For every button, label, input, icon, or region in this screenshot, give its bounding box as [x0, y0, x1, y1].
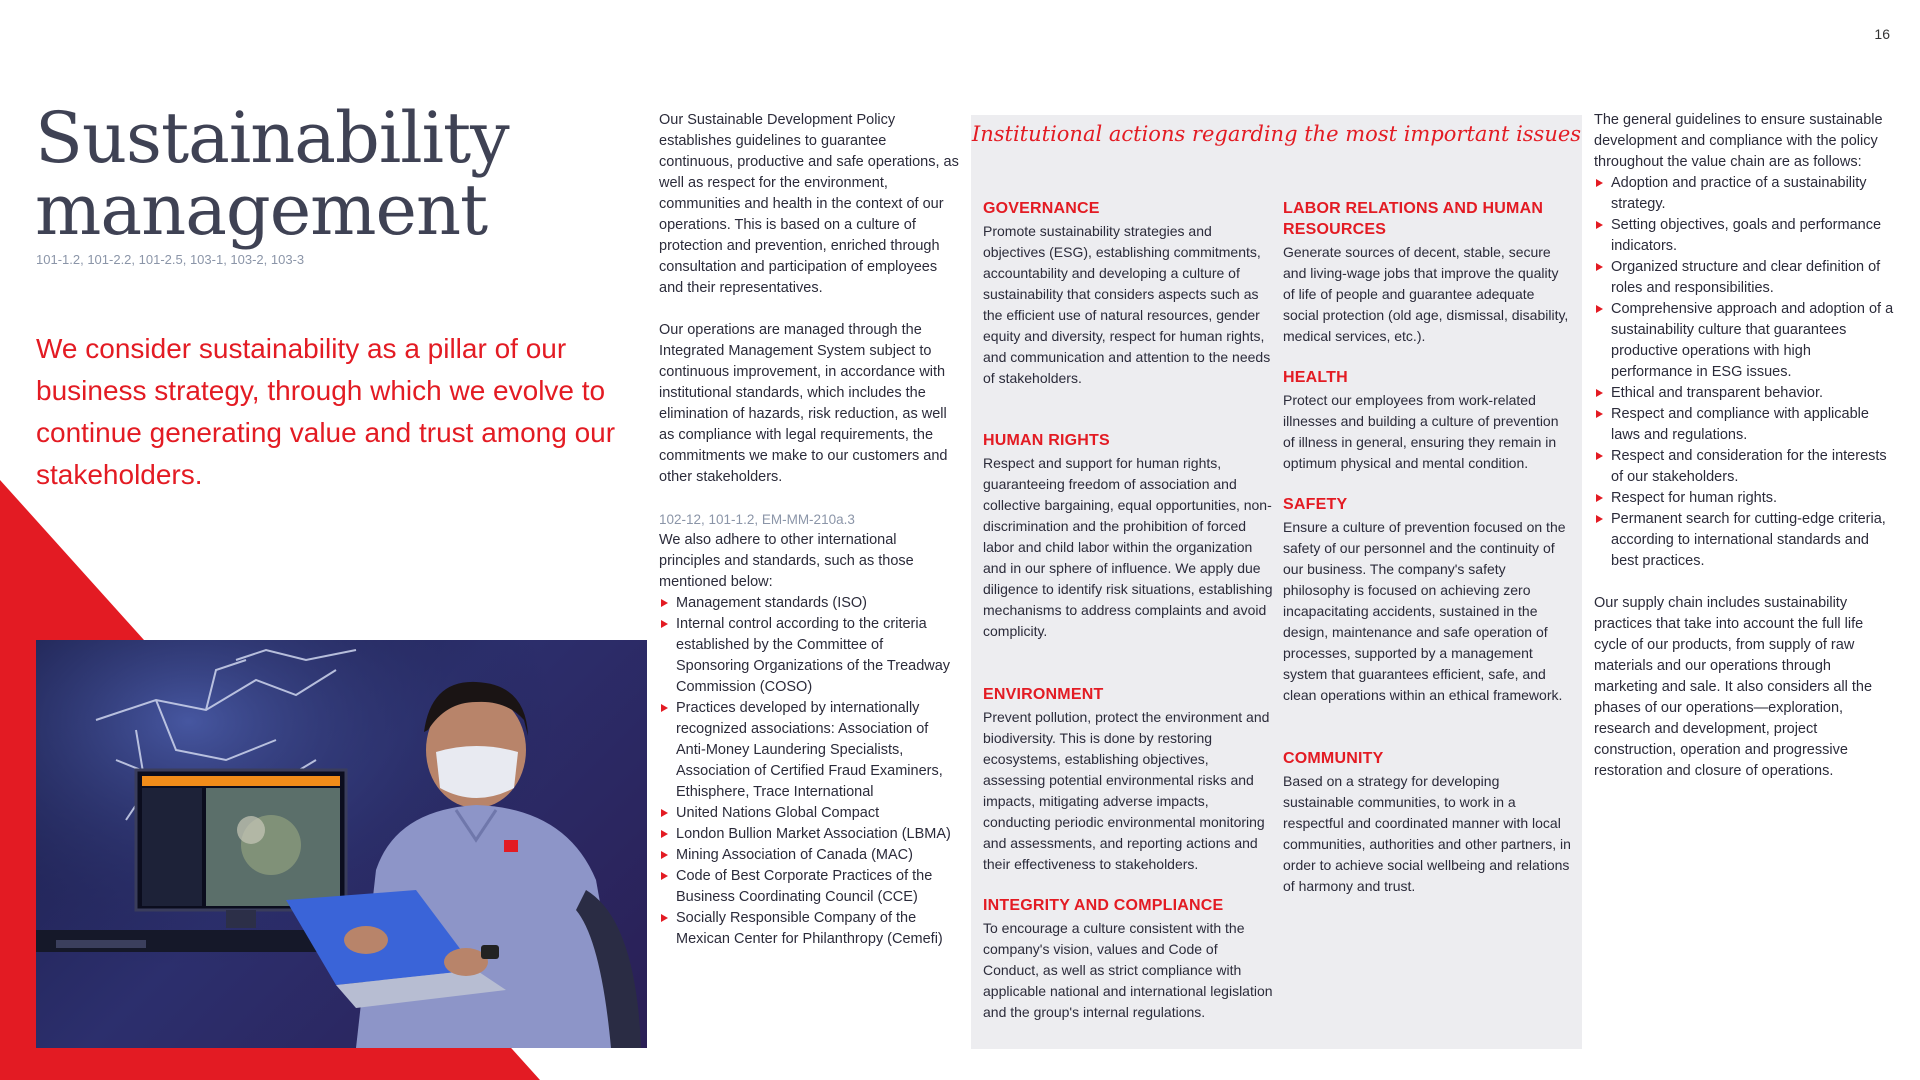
section-heading: GOVERNANCE [983, 200, 1100, 217]
section-labor-relations [1283, 198, 1573, 347]
photo-operator-with-laptop [36, 640, 647, 1048]
page-number: 16 [1874, 26, 1890, 42]
policy-paragraph-2: Our operations are managed through the Integrated Management System subject to continuous improvement, in accordance with institutional standards, which includes the elimination of hazards, risk reduction, as well as compliance with legal requirements, the commitments we make to our customers and other stakeholders. [659, 322, 948, 485]
section-heading: COMMUNITY [1283, 750, 1384, 767]
section-heading: LABOR RELATIONS AND HUMAN RESOURCES [1283, 200, 1544, 238]
section-text: Prevent pollution, protect the environment and biodiversity. This is done by restoring ecosystems, establishing objectives, assessing potential environmental risks and impacts, mitigating adverse impacts, conducting periodic environmental monitoring and assessments, and reporting actions and their effectiveness to stakeholders. [983, 709, 1270, 872]
photo-illustration [36, 640, 647, 1048]
guidelines-list [1594, 173, 1894, 572]
list-item: United Nations Global Compact [659, 803, 959, 824]
section-heading: HUMAN RIGHTS [983, 432, 1110, 449]
section-text: Respect and support for human rights, guaranteeing freedom of association and collective bargaining, equal opportunities, non-discrimination and the prohibition of forced labor and child labor within the organization and in our sphere of influence. We apply due diligence to identify risk situations, establishing mechanisms to address complaints and avoid complicity. [983, 455, 1273, 639]
list-item: Practices developed by internationally recognized associations: Association of Anti-Money Laundering Specialists, Association of Certified Fraud Examiners, Ethisphere, Trace International [659, 698, 959, 803]
list-item: London Bullion Market Association (LBMA) [659, 824, 959, 845]
title-line-1: Sustainability [35, 97, 509, 179]
list-item: Organized structure and clear definition of roles and responsibilities. [1594, 257, 1894, 299]
list-item: Internal control according to the criteria established by the Committee of Sponsoring Organizations of the Treadway Commission (COSO) [659, 614, 959, 698]
section-environment [983, 684, 1273, 875]
panel-title: Institutional actions regarding the most important issues [971, 122, 1582, 146]
section-human-rights [983, 430, 1273, 642]
section-text: Ensure a culture of prevention focused on the safety of our personnel and the continuity of our business. The company's safety philosophy is focused on achieving zero incapacitating accidents, sustained in the design, maintenance and safe operation of processes, supported by a management system that guarantees efficient, safe, and clean operations within an ethical framework. [1283, 519, 1566, 703]
list-item: Code of Best Corporate Practices of the Business Coordinating Council (CCE) [659, 866, 959, 908]
section-text: Protect our employees from work-related illnesses and building a culture of prevention of illness in general, ensuring they remain in optimum physical and mental condition. [1283, 392, 1559, 471]
policy-column [659, 110, 959, 950]
section-community [1283, 748, 1573, 897]
section-safety [1283, 494, 1573, 706]
section-heading: HEALTH [1283, 369, 1348, 386]
supply-chain-paragraph: Our supply chain includes sustainability practices that take into account the full life cycle of our products, from supply of raw materials and our operations through marketing and sale. It also considers all the phases of our operations—exploration, research and development, project construction, operation and progressive restoration and closure of operations. [1594, 595, 1873, 779]
standards-list [659, 593, 959, 950]
section-text: Generate sources of decent, stable, secure and living-wage jobs that improve the quality of life of people and guarantee adequate social protection (old age, dismissal, disability, medical services, etc.). [1283, 244, 1569, 344]
guidelines-column [1594, 110, 1894, 803]
list-item: Setting objectives, goals and performance indicators. [1594, 215, 1894, 257]
list-item: Respect and consideration for the interests of our stakeholders. [1594, 446, 1894, 488]
guidelines-intro: The general guidelines to ensure sustainable development and compliance with the policy throughout the value chain are as follows: [1594, 112, 1883, 170]
list-item: Socially Responsible Company of the Mexican Center for Philanthropy (Cemefi) [659, 908, 959, 950]
section-heading: INTEGRITY AND COMPLIANCE [983, 897, 1224, 914]
list-item: Permanent search for cutting-edge criteria, according to international standards and best practices. [1594, 509, 1894, 572]
list-item: Ethical and transparent behavior. [1594, 383, 1894, 404]
page-title [35, 97, 635, 251]
list-item: Comprehensive approach and adoption of a sustainability culture that guarantees productive operations with high performance in ESG issues. [1594, 299, 1894, 383]
section-health [1283, 367, 1573, 474]
section-integrity-compliance [983, 895, 1273, 1023]
standards-references: 102-12, 101-1.2, EM-MM-210a.3 [659, 512, 855, 527]
list-item: Respect and compliance with applicable laws and regulations. [1594, 404, 1894, 446]
list-item: Management standards (ISO) [659, 593, 959, 614]
section-governance [983, 198, 1273, 389]
lead-statement: We consider sustainability as a pillar of our business strategy, through which we evolve to continue generating value and trust among our stakeholders. [36, 333, 616, 490]
section-heading: ENVIRONMENT [983, 686, 1104, 703]
policy-paragraph-1: Our Sustainable Development Policy establishes guidelines to guarantee continuous, productive and safe operations, as well as respect for the environment, communities and health in the context of our operations. This is based on a culture of protection and prevention, enriched through consultation and participation of employees and their representatives. [659, 112, 959, 296]
gri-references: 101-1.2, 101-2.2, 101-2.5, 103-1, 103-2, 103-3 [36, 252, 305, 267]
section-heading: SAFETY [1283, 496, 1348, 513]
title-line-2: management [35, 169, 488, 251]
list-item: Respect for human rights. [1594, 488, 1894, 509]
section-text: Promote sustainability strategies and objectives (ESG), establishing commitments, accountability and developing a culture of sustainability that considers aspects such as the efficient use of natural resources, gender equity and diversity, respect for human rights, and communication and attention to the needs of stakeholders. [983, 223, 1271, 386]
list-item: Adoption and practice of a sustainability strategy. [1594, 173, 1894, 215]
standards-intro: We also adhere to other international principles and standards, such as those mentioned below: [659, 532, 914, 590]
list-item: Mining Association of Canada (MAC) [659, 845, 959, 866]
section-text: To encourage a culture consistent with the company's vision, values and Code of Conduct, as well as strict compliance with applicable national and international legislation and the group's internal regulations. [983, 920, 1273, 1020]
section-text: Based on a strategy for developing sustainable communities, to work in a respectful and coordinated manner with local communities, authorities and other partners, in order to achieve social wellbeing and relations of harmony and trust. [1283, 773, 1571, 894]
